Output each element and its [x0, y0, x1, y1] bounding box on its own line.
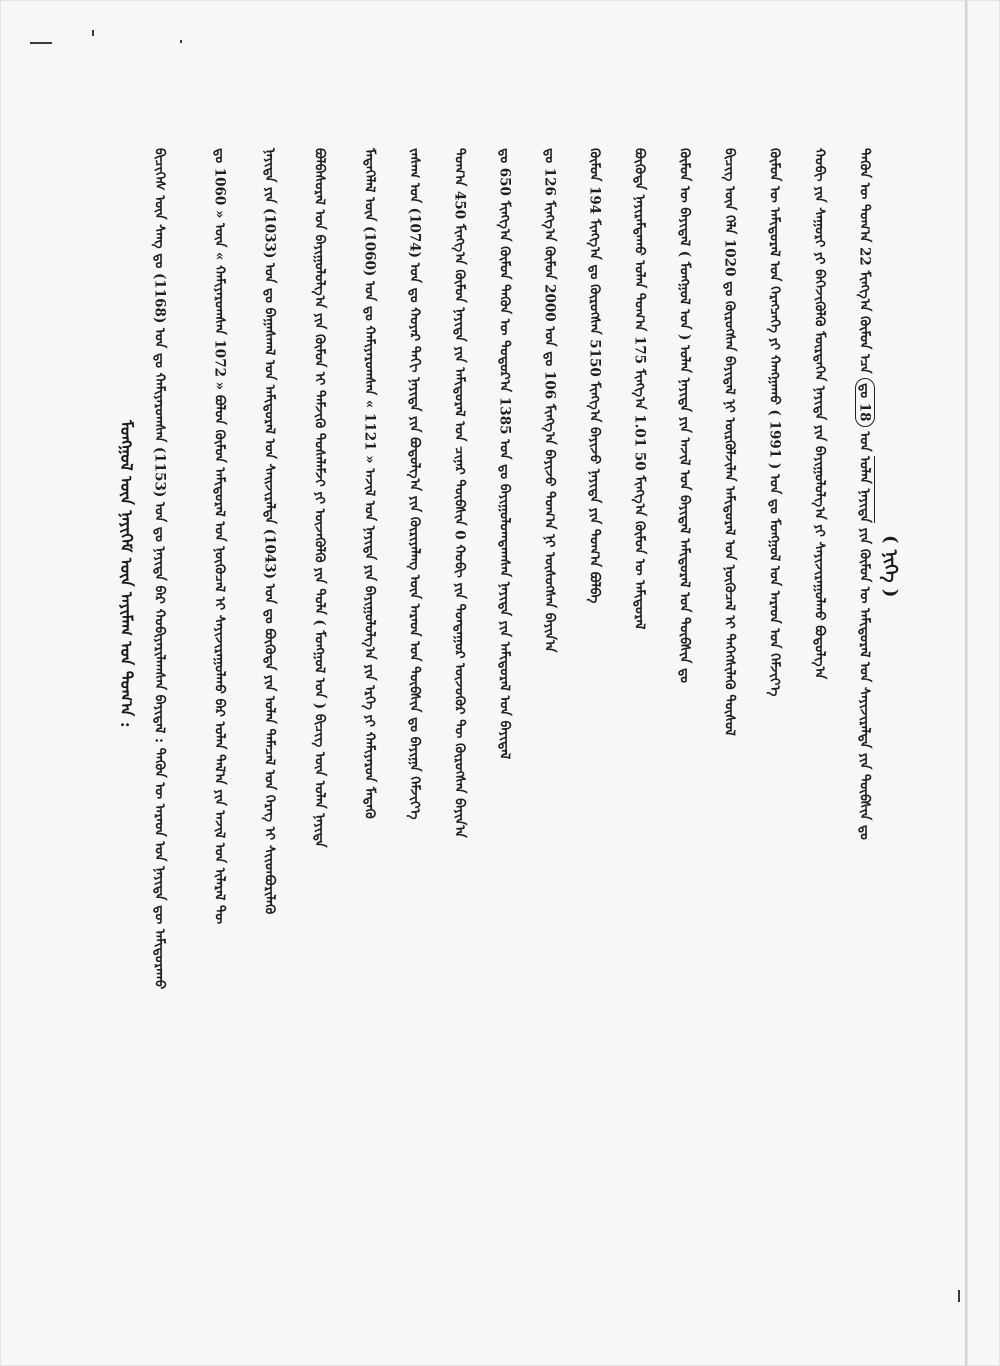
section-heading: ᠮᠣᠩᠭᠣᠯ ᠦᠨ ᠨᠡᠶᠢᠭᠡᠮ ᠦᠨ ᠠᠶᠢᠮᠠᠭ ᠤᠨ ᠲᠣᠭ᠎ᠠ : [117, 420, 136, 728]
text-column: ᠳᠤ 1060 » ᠦᠨ « ᠬᠠᠮᠢᠶᠠᠷᠤᠭᠰᠠᠨ 1072 » ᠪᠣᠯᠣᠨ ᠬᠦᠮᠦᠨ ᠠᠮᠢᠳᠤᠷᠠᠯ ᠤᠨ ᠨᠥᠬᠦᠴᠡᠯ ᠢ ᠰᠠᠶᠢᠵᠢᠷᠠᠭᠤᠯᠬᠤ ᠪᠠᠷ ᠣᠯᠠᠨ ᠲᠠᠯ᠎ᠠ ᠶᠢᠨ ᠠᠵᠢᠯ ᠤᠨ ᠢᠯᠡᠷᠡᠯ ᠲᠦ [211, 148, 228, 925]
text-column-first [857, 148, 871, 840]
vertical-text-block [112, 148, 873, 1108]
text-column: ᠵᠠᠰᠠᠭ ᠤᠨ (1074) ᠣᠨ ᠳᠤ ᠬᠣᠶᠠᠷ ᠳᠠᠬᠢ ᠨᠡᠶᠢᠲᠡ ᠶᠢᠨ ᠪᠣᠳᠣᠯᠭ᠎ᠠ ᠶᠢᠨ ᠬᠦᠷᠢᠶᠡᠯᠡᠩ ᠦᠨ ᠠᠷᠠᠳ ᠤᠨ ᠲᠦᠪᠰᠢᠨ ᠳᠤ ᠪᠠᠶᠢᠭᠠ ᠬᠡᠮᠵᠢᠶ᠎ᠡ [406, 148, 423, 820]
text-column: ᠳᠤ 650 ᠮᠢᠩᠭ᠎ᠠ ᠬᠦᠮᠦᠨ ᠲᠡᠭᠦᠨ ᠦ ᠳᠣᠲᠣᠷ᠎ᠠ 1385 ᠣᠨ ᠳᠤ ᠪᠠᠶᠢᠭᠤᠯᠤᠭᠳᠠᠭᠰᠠᠨ ᠨᠡᠶᠢᠲᠡ ᠶᠢᠨ ᠠᠮᠢᠳᠤᠷᠠᠯ ᠤᠨ ᠪᠠᠶᠢᠳᠠᠯ [496, 148, 513, 760]
page-edge-shadow [965, 0, 968, 1366]
text-run: ᠲᠡᠭᠦᠨ ᠦ ᠲᠣᠭ᠎ᠠ 22 ᠮᠢᠩᠭ᠎ᠠ ᠬᠦᠮᠦᠨ ᠡᠴᠡ [856, 148, 873, 379]
text-run: ᠣᠨ [856, 426, 873, 457]
text-column: ᠪᠢᠴᠢᠭ ᠦᠨ ᠬᠡᠯᠡ 1020 ᠳᠤ ᠬᠦᠷᠦᠭᠰᠡᠨ ᠪᠠᠶᠢᠳᠠᠯ ᠨᠢ ᠦᠷᠭᠦᠯᠵᠢᠯᠡᠨ ᠠᠮᠢᠳᠤᠷᠠᠯ ᠤᠨ ᠨᠥᠬᠦᠴᠡᠯ ᠢ ᠳᠡᠭᠡᠭᠰᠢᠯᠡᠬᠦ ᠲᠦᠰᠦᠯ [721, 148, 738, 736]
text-column: ᠮᠡᠳᠡᠭᠡᠯᠡᠯ ᠦᠨ (1060) ᠣᠨ ᠳᠤ ᠬᠠᠮᠢᠶᠠᠷᠤᠭᠰᠠᠨ « 1121 » ᠠᠵᠢᠯ ᠤᠨ ᠨᠡᠶᠢᠲᠡ ᠶᠢᠨ ᠪᠠᠶᠢᠭᠤᠯᠤᠯᠭ᠎ᠠ ᠶᠢᠨ ᠡᠷᠬᠡ ᠶᠢ ᠬᠠᠮᠢᠶᠠᠷᠤᠨ ᠮᠡᠳᠡᠬᠦ [361, 148, 378, 819]
text-column: ᠬᠦᠮᠦᠨ ᠦ ᠪᠠᠶᠢᠳᠠᠯ ( ᠮᠣᠩᠭᠣᠯ ᠤᠨ ) ᠣᠯᠠᠨ ᠨᠡᠶᠢᠲᠡ ᠶᠢᠨ ᠠᠵᠢᠯ ᠤᠨ ᠪᠠᠶᠢᠳᠠᠯ ᠠᠮᠢᠳᠤᠷᠠᠯ ᠤᠨ ᠲᠦᠪᠰᠢᠨ ᠳᠤ [676, 148, 693, 683]
text-column: ᠪᠣᠯᠪᠠᠰᠤᠷᠠᠯ ᠤᠨ ᠪᠠᠶᠢᠭᠤᠯᠤᠯᠭ᠎ᠠ ᠶᠢᠨ ᠬᠦᠮᠦᠨ ᠢ ᠳᠡᠮᠵᠢᠬᠦ ᠲᠤᠰᠠᠯᠠᠮᠵᠢ ᠶᠢ ᠦᠵᠡᠭᠦᠯᠬᠦ ᠶᠢᠨ ᠲᠤᠯᠠ ( ᠮᠣᠩᠭᠣᠯ ᠤᠨ ) ᠪᠢᠴᠢᠭ ᠦᠨ ᠣᠯᠠᠨ ᠨᠡᠶᠢᠲᠡ [311, 148, 328, 848]
text-column: ᠬᠦᠮᠦᠨ ᠦ ᠠᠮᠢᠳᠤᠷᠠᠯ ᠤᠨ ᠬᠡᠷᠡᠭᠴᠡᠭᠡ ᠶᠢ ᠬᠠᠩᠭᠠᠬᠤ ( 1991 ) ᠣᠨ ᠳᠤ ᠮᠣᠩᠭᠣᠯ ᠤᠨ ᠠᠷᠠᠳ ᠤᠨ ᠬᠡᠮᠵᠢᠶ᠎ᠡ [766, 148, 783, 697]
scan-speck [30, 42, 52, 44]
page-heading: ( ᠨᠢᠭᠡ ) [880, 535, 901, 598]
scan-speck [92, 30, 94, 36]
text-column: ᠬᠤᠪᠢ ᠶᠢᠨ ᠰᠠᠭᠤᠷᠢ ᠶᠢ ᠪᠡᠬᠡᠵᠢᠭᠦᠯᠬᠦ ᠮᠦᠷᠲᠡᠭᠡᠨ ᠨᠡᠶᠢᠲᠡ ᠶᠢᠨ ᠪᠠᠶᠢᠭᠤᠯᠤᠯᠭ᠎ᠠ ᠶᠢ ᠰᠠᠶᠢᠵᠢᠷᠠᠭᠤᠯᠬᠤ ᠪᠣᠳᠣᠯᠭ᠎ᠠ [811, 148, 828, 680]
circled-annotation: ᠳᠤ 18 [855, 378, 875, 427]
text-run: ᠶᠢᠨ ᠬᠦᠮᠦᠨ ᠦ ᠠᠮᠢᠳᠤᠷᠠᠯ ᠤᠨ ᠰᠠᠶᠢᠵᠢᠷᠠᠯᠲᠠ ᠶᠢᠨ ᠲᠦᠪᠰᠢᠨ ᠳᠤ [856, 523, 873, 840]
text-column: ᠨᠡᠶᠢᠲᠡ ᠶᠢᠨ (1033) ᠣᠨ ᠳᠤ ᠪᠠᠭᠠᠰᠬᠠᠯ ᠤᠨ ᠠᠮᠢᠳᠤᠷᠠᠯ ᠤᠨ ᠰᠠᠢᠵᠢᠷᠠᠯᠲᠠ (1043) ᠣᠨ ᠳᠤ ᠪᠦᠭᠦᠳᠡ ᠶᠢᠨ ᠣᠯᠠᠨ ᠲᠡᠮᠡᠴᠡᠯ ᠤᠨ ᠬᠡᠷᠡᠭ ᠢ ᠰᠢᠢᠳᠪᠦᠷᠢᠯᠡᠬᠦ [261, 148, 278, 915]
text-column: ᠪᠢᠴᠢᠭᠡᠰ ᠦᠨ ᠰᠠᠩ ᠳᠤ (1168) ᠣᠨ ᠳᠤ ᠬᠠᠮᠢᠶᠠᠷᠤᠭᠰᠠᠨ (1153) ᠣᠨ ᠳᠤ ᠨᠡᠶᠢᠲᠡ ᠪᠠᠷ ᠬᠤᠪᠢᠶᠠᠷᠢᠯᠠᠭᠰᠠᠨ ᠪᠠᠶᠢᠳᠠᠯ : ᠲᠡᠭᠦᠨ ᠦ ᠠᠷᠠᠳ ᠤᠨ ᠨᠡᠶᠢᠲᠡ ᠳᠦ ᠠᠮᠢᠳᠤᠷᠠᠬᠤ [151, 148, 168, 990]
text-column: ᠲᠣᠭ᠎ᠠ 450 ᠮᠢᠩᠭ᠎ᠠ ᠬᠦᠮᠦᠨ ᠨᠡᠶᠢᠲᠡ ᠶᠢᠨ ᠠᠮᠢᠳᠤᠷᠠᠯ ᠤᠨ ᠴᠢᠨᠠᠷ ᠲᠦᠪᠰᠢᠨ 0 ᠬᠤᠪᠢ ᠶᠢᠨ ᠳᠤᠨᠳᠠᠭᠤᠷ ᠦᠵᠦᠭᠦᠷ ᠲᠦ ᠬᠦᠷᠦᠭᠰᠡᠨ ᠪᠠᠶᠢᠨ᠎ᠠ [451, 148, 468, 838]
underlined-annotation: ᠣᠯᠠᠨ ᠨᠡᠶᠢᠲᠡ [856, 456, 873, 524]
text-column: ᠪᠦᠭᠦᠳᠡ ᠨᠠᠶᠢᠷᠠᠮᠳᠠᠬᠤ ᠣᠯᠠᠨ ᠲᠣᠭ᠎ᠠ 175 ᠮᠢᠩᠭ᠎ᠠ 1.01 50 ᠮᠢᠩᠭ᠎ᠠ ᠬᠦᠮᠦᠨ ᠦ ᠠᠮᠢᠳᠤᠷᠠᠯ [631, 148, 648, 630]
text-column: ᠬᠦᠮᠦᠨ 194 ᠮᠢᠩᠭ᠎ᠠ ᠳᠤ ᠬᠦᠷᠦᠭᠰᠡᠨ 5150 ᠮᠢᠩᠭ᠎ᠠ ᠪᠠᠶᠢᠵᠤ ᠨᠡᠶᠢᠲᠡ ᠶᠢᠨ ᠲᠣᠭ᠎ᠠ ᠪᠣᠯᠪᠠ [586, 148, 603, 604]
text-column: ᠳᠤ 126 ᠮᠢᠩᠭ᠎ᠠ ᠬᠦᠮᠦᠨ 2000 ᠣᠨ ᠳᠤ 106 ᠮᠢᠩᠭ᠎ᠠ ᠪᠠᠶᠢᠵᠤ ᠲᠣᠭ᠎ᠠ ᠨᠢ ᠥᠰᠦᠭᠰᠡᠨ ᠪᠠᠶᠢᠨ᠎ᠠ [541, 148, 558, 653]
scan-speck [958, 1290, 960, 1302]
scan-speck [180, 40, 182, 43]
